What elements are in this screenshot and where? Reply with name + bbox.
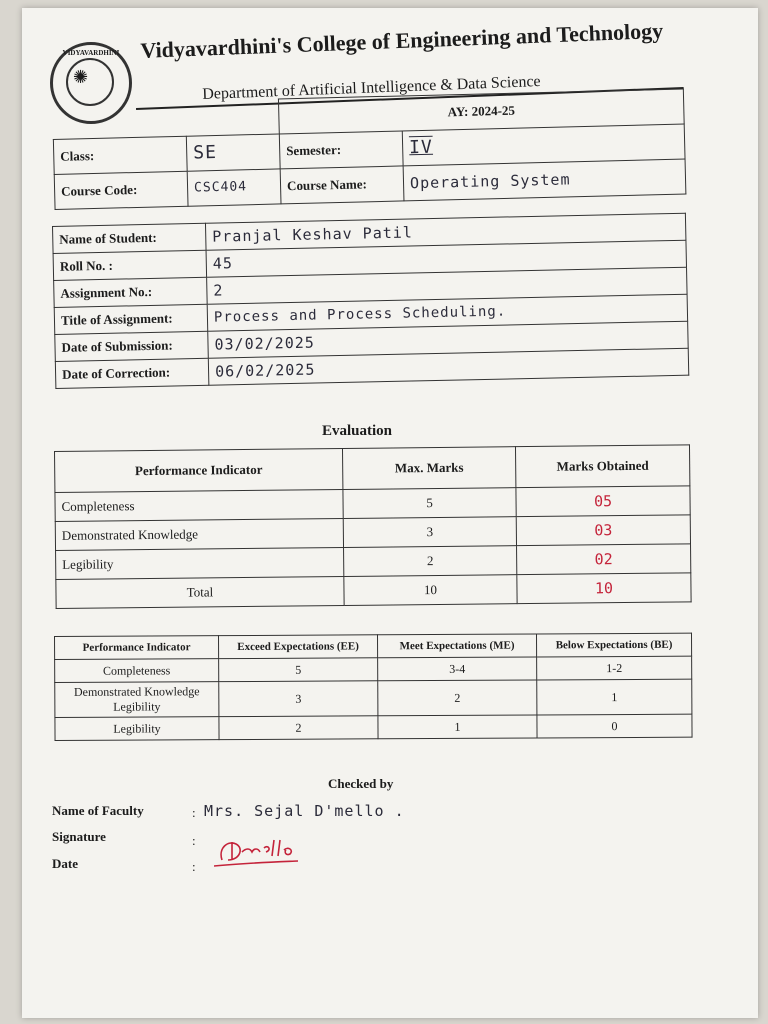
class-label: Class:	[53, 136, 187, 174]
logo-text: VIDYAVARDHINI	[62, 49, 120, 57]
table-row	[55, 714, 692, 740]
rubric-table	[54, 633, 693, 741]
rubric-header: Exceed Expectations (EE)	[219, 635, 378, 659]
eval-max: 5	[343, 488, 516, 519]
semester-label: Semester:	[279, 130, 403, 168]
assignment-no-value: 2	[207, 267, 687, 304]
rubric-cell: 2	[378, 680, 537, 716]
rubric-cell: Legibility	[55, 717, 219, 741]
course-name-value: Operating System	[403, 159, 686, 201]
faculty-label: Name of Faculty	[52, 803, 144, 818]
eval-obtained: 02	[517, 544, 691, 575]
roll-no-label: Roll No. :	[53, 250, 207, 280]
submission-date-value: 03/02/2025	[208, 321, 688, 358]
rubric-cell: 2	[219, 716, 378, 740]
document-sheet	[22, 8, 758, 1018]
eval-header-obtained: Marks Obtained	[515, 445, 689, 488]
table-row	[55, 656, 692, 682]
eval-header-max: Max. Marks	[342, 447, 515, 490]
eval-total-max: 10	[344, 575, 517, 606]
student-table	[52, 213, 689, 389]
evaluation-title: Evaluation	[322, 423, 393, 439]
class-value: SE	[186, 133, 280, 170]
rubric-header: Performance Indicator	[55, 636, 219, 660]
rubric-cell: 5	[219, 658, 378, 682]
lamp-symbol-icon: ✺	[73, 67, 89, 87]
table-row	[56, 573, 691, 609]
rubric-cell: 1	[378, 715, 537, 739]
faculty-colon: :	[192, 805, 196, 820]
eval-total-label: Total	[56, 576, 344, 608]
eval-indicator: Demonstrated Knowledge	[55, 518, 343, 550]
table-row	[55, 679, 692, 717]
rubric-cell: 1-2	[537, 656, 692, 680]
eval-obtained: 03	[516, 515, 690, 546]
course-code-label: Course Code:	[54, 171, 188, 209]
eval-max: 3	[343, 517, 516, 548]
eval-indicator: Completeness	[55, 489, 343, 521]
rubric-cell: 3	[219, 681, 378, 717]
assignment-no-label: Assignment No.:	[54, 277, 208, 307]
student-name-label: Name of Student:	[53, 223, 207, 253]
student-name-value: Pranjal Keshav Patil	[205, 213, 685, 250]
department-name: Department of Artificial Intelligence & Data Science	[202, 73, 541, 103]
rubric-cell: 0	[537, 714, 692, 738]
course-table	[52, 89, 686, 210]
date-colon: :	[192, 859, 196, 874]
rubric-cell: 1	[537, 679, 692, 715]
evaluation-table	[54, 444, 692, 609]
eval-indicator: Legibility	[56, 547, 344, 579]
correction-date-label: Date of Correction:	[55, 358, 209, 388]
signature-colon: :	[192, 833, 196, 848]
assignment-title-label: Title of Assignment:	[54, 304, 208, 334]
rubric-cell: Demonstrated Knowledge Legibility	[55, 682, 219, 718]
rubric-cell: 3-4	[378, 657, 537, 681]
eval-max: 2	[344, 546, 517, 577]
signature-label: Signature	[52, 829, 106, 844]
rubric-cell: Completeness	[55, 659, 219, 683]
faculty-value: Mrs. Sejal D'mello .	[204, 802, 405, 820]
eval-total-obtained: 10	[517, 573, 691, 604]
eval-header-indicator: Performance Indicator	[55, 448, 343, 492]
date-label: Date	[52, 856, 78, 871]
submission-date-label: Date of Submission:	[55, 331, 209, 361]
course-code-value: CSC404	[187, 168, 281, 205]
rubric-header: Below Expectations (BE)	[536, 633, 691, 657]
semester-value: IV	[402, 124, 685, 166]
academic-year: AY: 2024-25	[278, 89, 684, 133]
roll-no-value: 45	[206, 240, 686, 277]
rubric-header: Meet Expectations (ME)	[377, 634, 536, 658]
checked-by-title: Checked by	[328, 776, 394, 791]
college-name: Vidyavardhini's College of Engineering and Technology	[140, 17, 664, 63]
eval-obtained: 05	[516, 486, 690, 517]
assignment-title-value: Process and Process Scheduling.	[207, 294, 687, 331]
signature-image	[214, 830, 298, 870]
course-name-label: Course Name:	[280, 165, 404, 203]
correction-date-value: 06/02/2025	[208, 348, 688, 385]
